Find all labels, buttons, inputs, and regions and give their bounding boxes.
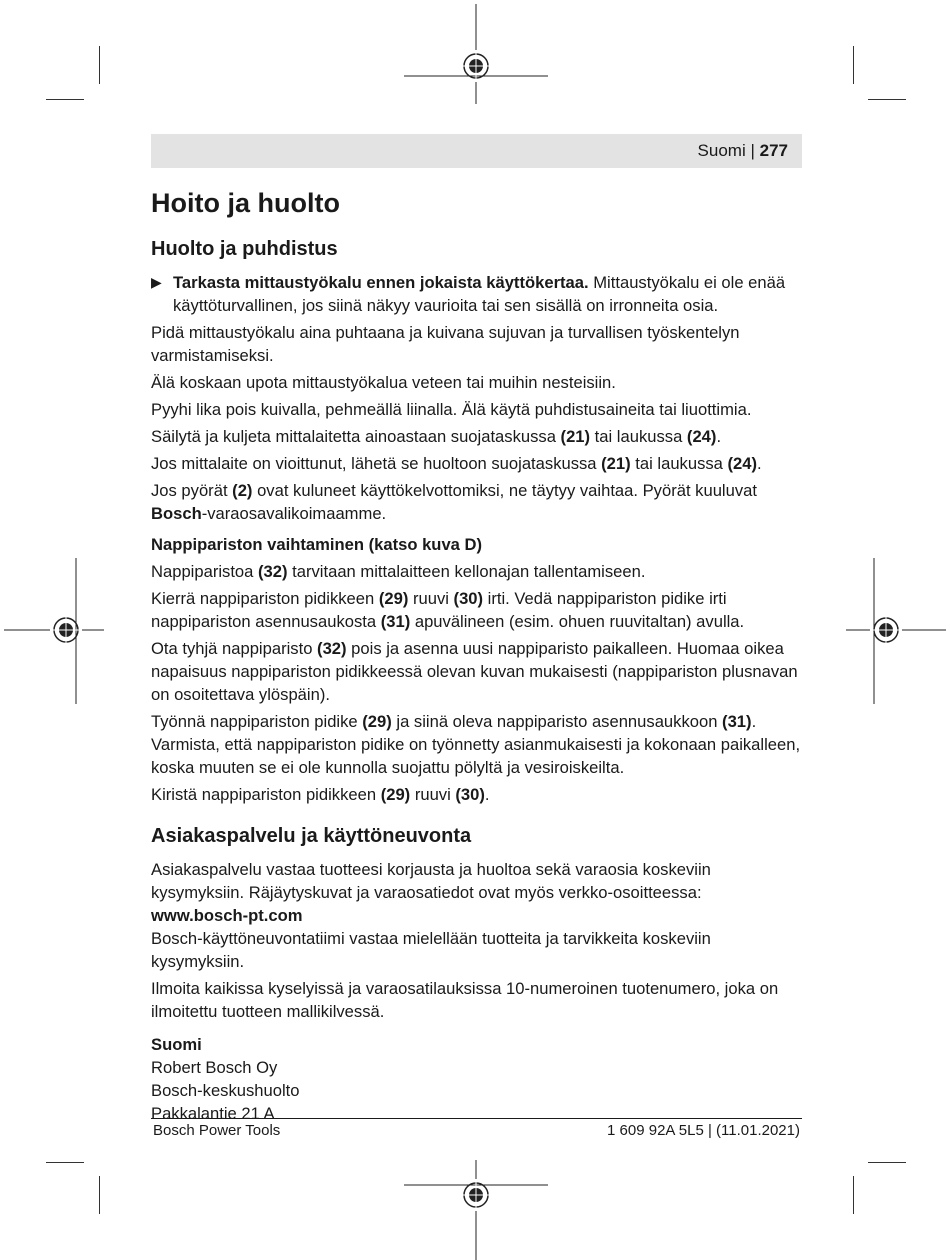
crop-mark [99,46,100,84]
paragraph: Nappiparistoa (32) tarvitaan mittalaitteen kellonajan tallentamiseen. [151,562,646,581]
page-title: Hoito ja huolto [151,188,340,218]
section-heading-customer-service: Asiakaspalvelu ja käyttöneuvonta [151,825,472,847]
paragraph: Ota tyhjä nappiparisto (32) pois ja asenna uusi nappiparisto paikalleen. Huomaa oikea napaisuus nappipariston pidikkeessä olevan kuvan mukaisesti (nappipariston plusnavan on osoitettava ylöspäin). [151,639,798,704]
paragraph: Bosch-käyttöneuvontatiimi vastaa mielellään tuotteita ja tarvikkeita koskeviin kysymyksiin. [151,929,711,971]
paragraph: Työnnä nappipariston pidike (29) ja siinä oleva nappiparisto asennusaukkoon (31). Varmista, että nappipariston pidike on työnnetty asianmukaisesti ja kokonaan paikalleen, koska muuten se ei ole kunnolla suojattu pölyltä ja vesiroiskeilta. [151,712,801,777]
page-content [151,180,802,1125]
footer-left: Bosch Power Tools [153,1122,281,1139]
address-block [151,1033,802,1125]
header-language: Suomi [697,141,746,160]
paragraph: Ilmoita kaikissa kyselyissä ja varaosatilauksissa 10-numeroinen tuotenumero, joka on ilmoitettu tuotteen mallikilvessä. [151,979,779,1021]
address-country: Suomi [151,1035,202,1054]
page-footer [151,1118,802,1139]
crop-mark [868,99,906,100]
address-dept: Bosch-keskushuolto [151,1081,300,1100]
website-link[interactable]: www.bosch-pt.com [151,906,303,925]
crop-mark [46,99,84,100]
registration-mark-left [4,556,104,706]
section-heading-maintenance: Huolto ja puhdistus [151,238,338,260]
registration-mark-bottom [400,1160,552,1260]
registration-mark-top [400,4,552,104]
address-company: Robert Bosch Oy [151,1058,278,1077]
paragraph: Jos pyörät (2) ovat kuluneet käyttökelvottomiksi, ne täytyy vaihtaa. Pyörät kuuluvat Bosch-varaosavalikoimaamme. [151,481,757,523]
bullet-bold: Tarkasta mittaustyökalu ennen jokaista käyttökertaa. [173,273,589,292]
paragraph: Jos mittalaite on vioittunut, lähetä se huoltoon suojataskussa (21) tai laukussa (24). [151,454,762,473]
header-separator: | [750,141,755,160]
bullet-triangle-icon: ▶ [151,274,162,290]
footer-right: 1 609 92A 5L5 | (11.01.2021) [607,1122,800,1139]
paragraph: Älä koskaan upota mittaustyökalua veteen tai muihin nesteisiin. [151,373,616,392]
registration-mark-right [846,556,946,706]
crop-mark [853,46,854,84]
paragraph: Pidä mittaustyökalu aina puhtaana ja kuivana sujuvan ja turvallisen työskentelyn varmistamiseksi. [151,323,740,365]
page-header-text [698,141,788,161]
paragraph: Asiakaspalvelu vastaa tuotteesi korjausta ja huoltoa sekä varaosia koskeviin kysymyksiin. Räjäytyskuvat ja varaosatiedot ovat myös verkko-osoitteessa: www.bosch-pt.com [151,860,711,925]
page-header [151,134,802,168]
page-number: 277 [759,141,788,160]
address-street: Pakkalantie 21 A [151,1104,275,1123]
crop-mark [99,1176,100,1214]
paragraph: Kiristä nappipariston pidikkeen (29) ruuvi (30). [151,785,490,804]
crop-mark [868,1162,906,1163]
crop-mark [853,1176,854,1214]
bullet-text: Mittaustyökalu ei ole enää käyttöturvallinen, jos siinä näkyy vaurioita tai sen sisällä on irronneita osia. [173,273,786,315]
paragraph: Pyyhi lika pois kuivalla, pehmeällä liinalla. Älä käytä puhdistusaineita tai liuottimia. [151,400,752,419]
warning-bullet [151,271,802,317]
paragraph: Säilytä ja kuljeta mittalaitetta ainoastaan suojataskussa (21) tai laukussa (24). [151,427,722,446]
crop-mark [46,1162,84,1163]
paragraph: Kierrä nappipariston pidikkeen (29) ruuvi (30) irti. Vedä nappipariston pidike irti nappipariston asennusaukosta (31) apuvälineen (esim. ohuen ruuvitaltan) avulla. [151,589,745,631]
subsection-heading-battery: Nappipariston vaihtaminen (katso kuva D) [151,535,483,554]
